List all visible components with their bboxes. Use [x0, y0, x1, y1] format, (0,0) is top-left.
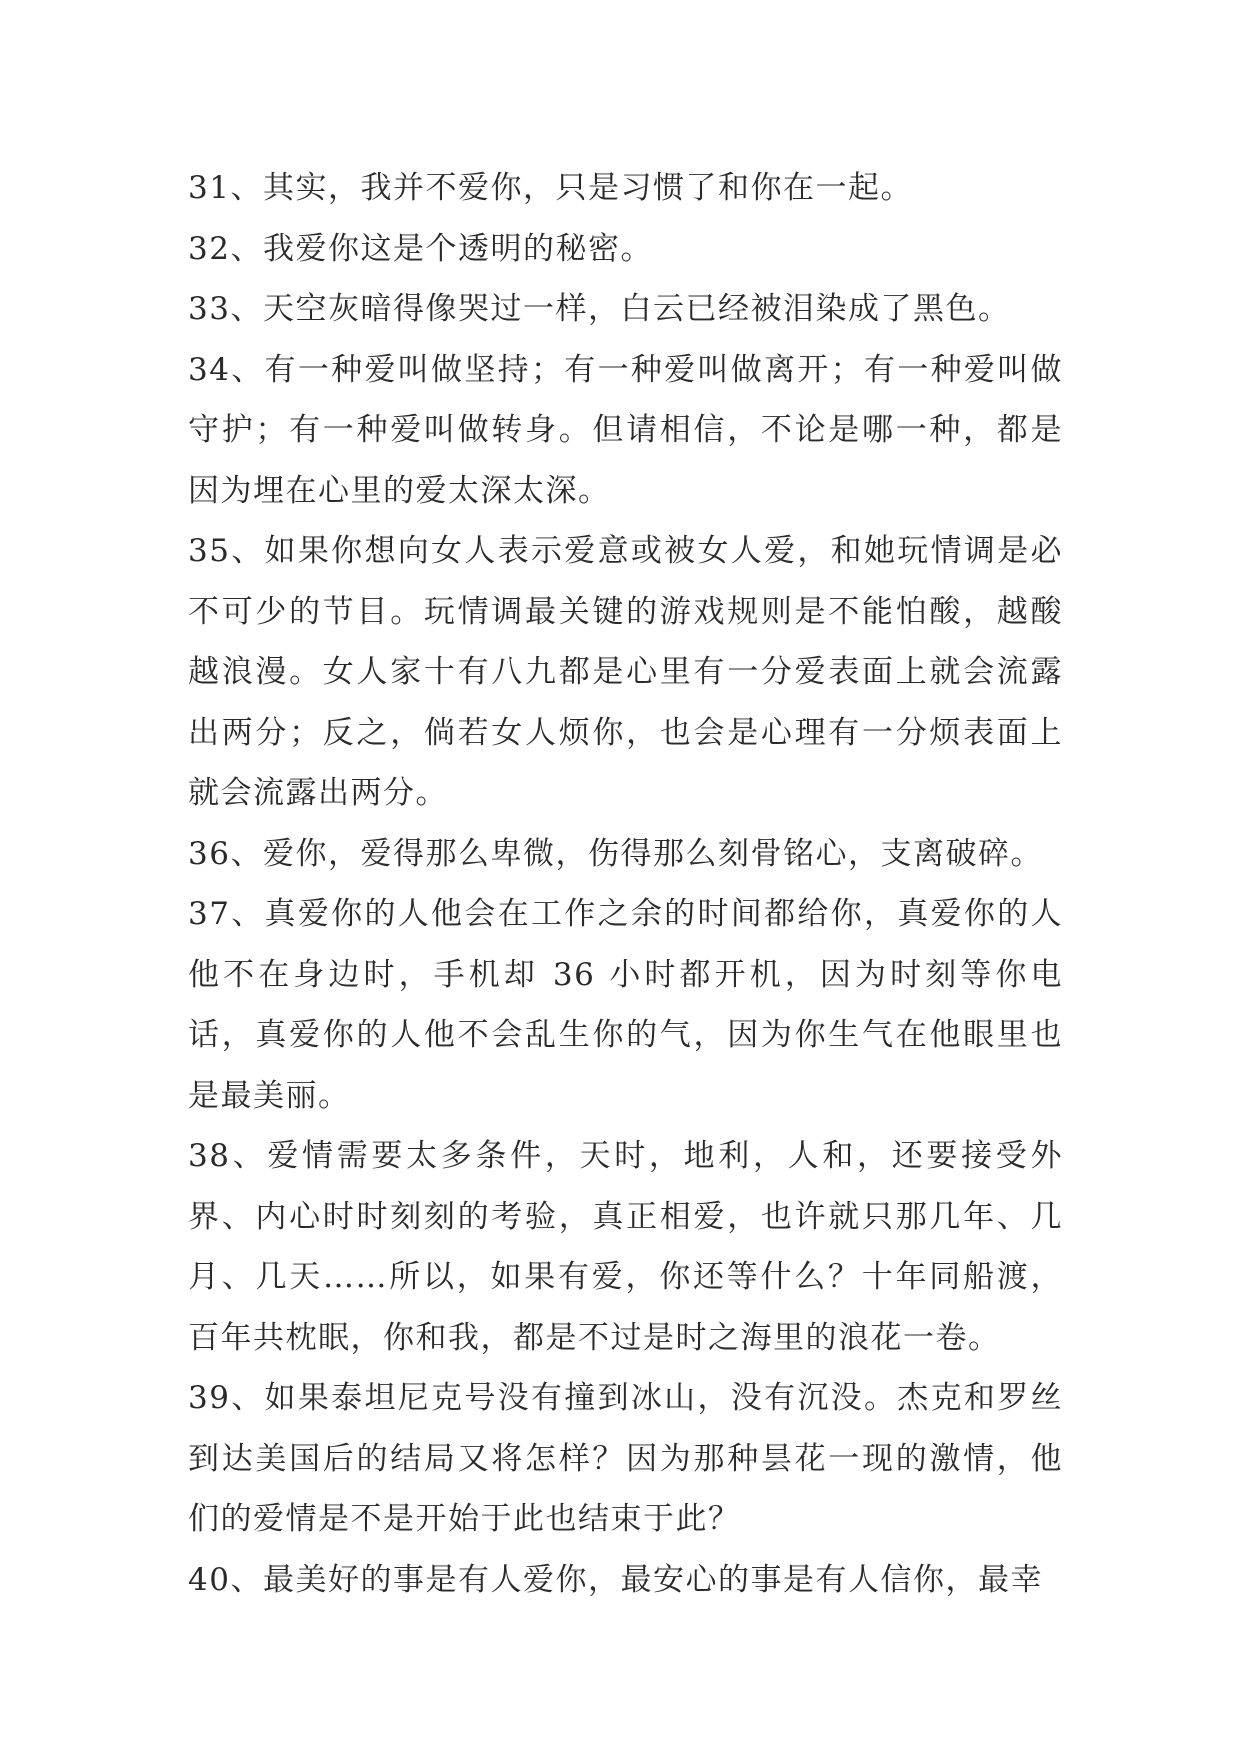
paragraph-34: 34、有一种爱叫做坚持；有一种爱叫做离开；有一种爱叫做守护；有一种爱叫做转身。但请相信，不论是哪一种，都是因为埋在心里的爱太深太深。 [188, 351, 1063, 509]
document-body [188, 158, 1063, 1610]
paragraph-38: 38、爱情需要太多条件，天时，地利，人和，还要接受外界、内心时时刻刻的考验，真正相爱，也许就只那几年、几月、几天……所以，如果有爱，你还等什么？十年同船渡，百年共枕眠，你和我，都是不过是时之海里的浪花一卷。 [188, 1138, 1063, 1356]
paragraph-31: 31、其实，我并不爱你，只是习惯了和你在一起。 [188, 170, 913, 206]
paragraph-39: 39、如果泰坦尼克号没有撞到冰山，没有沉没。杰克和罗丝到达美国后的结局又将怎样？因为那种昙花一现的激情，他们的爱情是不是开始于此也结束于此？ [188, 1380, 1063, 1537]
paragraph-40: 40、最美好的事是有人爱你，最安心的事是有人信你，最幸 [188, 1561, 1043, 1598]
paragraph-33: 33、天空灰暗得像哭过一样，白云已经被泪染成了黑色。 [188, 291, 1011, 327]
paragraph-35: 35、如果你想向女人表示爱意或被女人爱，和她玩情调是必不可少的节目。玩情调最关键的游戏规则是不能怕酸，越酸越浪漫。女人家十有八九都是心里有一分爱表面上就会流露出两分；反之，倘若女人烦你，也会是心理有一分烦表面上就会流露出两分。 [188, 533, 1063, 811]
paragraph-37: 37、真爱你的人他会在工作之余的时间都给你，真爱你的人他不在身边时，手机却 36 小时都开机，因为时刻等你电话，真爱你的人他不会乱生你的气，因为你生气在他眼里也是最美丽。 [188, 896, 1063, 1114]
paragraph-36: 36、爱你，爱得那么卑微，伤得那么刻骨铭心，支离破碎。 [188, 835, 1043, 872]
paragraph-32: 32、我爱你这是个透明的秘密。 [188, 230, 653, 267]
